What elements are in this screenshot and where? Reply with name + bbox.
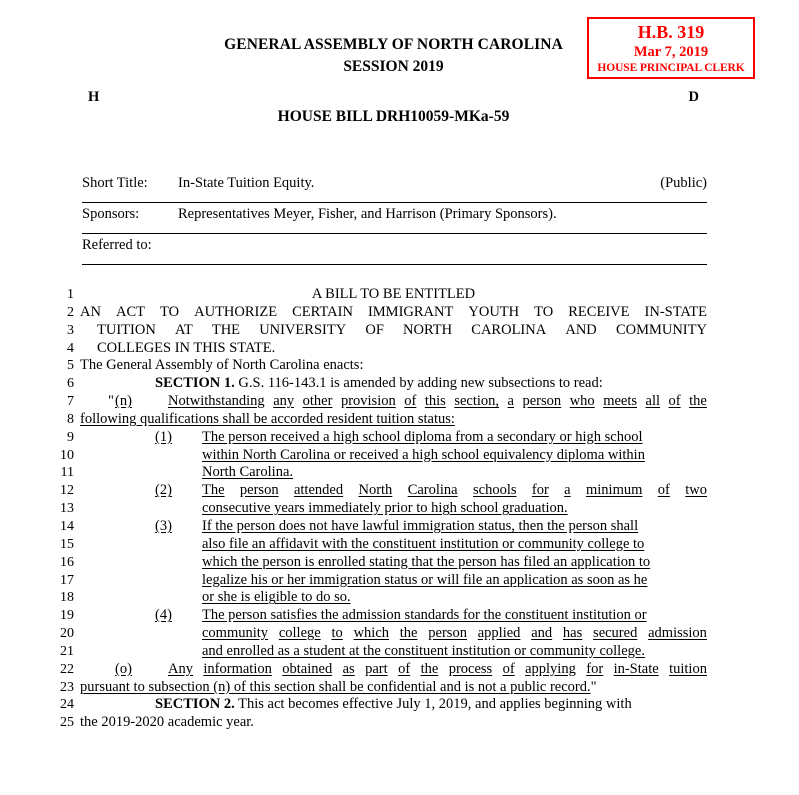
word: the (420, 660, 439, 677)
word: Any (168, 660, 193, 677)
bill-line (0, 322, 799, 340)
subsection-n-marker: (n) (115, 393, 132, 410)
word: of (668, 393, 681, 410)
word: tuition (669, 660, 707, 677)
word: of (502, 660, 515, 677)
line-number: 13 (60, 501, 74, 517)
subdivision-1-text: The person received a high school diploma from a secondary or high school (202, 428, 643, 445)
word: in-State (613, 660, 659, 677)
bill-line (0, 447, 799, 465)
word: minimum (585, 482, 643, 499)
word: has (562, 625, 583, 642)
word: OF (365, 321, 384, 338)
word: as (342, 660, 355, 677)
referred-to-label: Referred to: (82, 234, 178, 265)
subdivision-4-text: and enrolled as a student at the constituent institution or community college. (202, 642, 645, 659)
bill-line (0, 304, 799, 322)
public-tag: (Public) (637, 172, 707, 203)
subdivision-3-text: If the person does not have lawful immigration status, then the person shall (202, 517, 639, 534)
word: obtained (282, 660, 333, 677)
word: a (564, 482, 571, 499)
word: of (404, 393, 417, 410)
word: for (531, 482, 549, 499)
bill-line (0, 375, 799, 393)
subdivision-3-text: also file an affidavit with the constituent institution or community college to (202, 535, 645, 552)
subdivision-1-text: North Carolina. (202, 464, 294, 481)
bill-line (0, 482, 799, 500)
bill-title-line (97, 322, 707, 340)
word: person (239, 482, 279, 499)
bill-title-heading: A BILL TO BE ENTITLED (311, 286, 476, 302)
word: North (358, 482, 393, 499)
subdivision-3-text: legalize his or her immigration status or will file an application as soon as he (202, 571, 648, 588)
word: part (365, 660, 388, 677)
word: process (448, 660, 493, 677)
word: and (531, 625, 553, 642)
session-title: SESSION 2019 (343, 58, 444, 75)
word: AN (80, 303, 101, 320)
bill-line (0, 411, 799, 429)
bill-body (0, 286, 799, 732)
section-1-text: G.S. 116-143.1 is amended by adding new subsections to read: (234, 375, 603, 392)
word: for (586, 660, 604, 677)
word: UNIVERSITY (259, 321, 347, 338)
table-row-referred-to (82, 234, 707, 265)
line-number: 7 (67, 394, 74, 410)
line-number: 16 (60, 554, 74, 570)
bill-line (0, 518, 799, 536)
subdivision-3-text: or she is eligible to do so. (202, 589, 351, 606)
sponsors-value: Representatives Meyer, Fisher, and Harrison (Primary Sponsors). (178, 203, 707, 234)
word: YOUTH (468, 303, 520, 320)
word: any (273, 393, 295, 410)
bill-line (0, 554, 799, 572)
word: attended (293, 482, 344, 499)
word: AND (565, 321, 597, 338)
subdivision-2-text: consecutive years immediately prior to high school graduation. (202, 500, 568, 517)
word: CERTAIN (292, 303, 353, 320)
line-number: 10 (60, 447, 74, 463)
subsection-n-text (168, 393, 707, 411)
chamber-marker-house: H (88, 89, 100, 105)
word: college (278, 625, 321, 642)
line-number: 6 (67, 376, 74, 392)
subdivision-1-marker: (1) (155, 428, 172, 445)
bill-line (0, 286, 799, 304)
bill-line (0, 464, 799, 482)
table-row-short-title (82, 172, 707, 203)
stamp-clerk-label: HOUSE PRINCIPAL CLERK (597, 62, 745, 74)
word: COMMUNITY (615, 321, 707, 338)
word: NORTH (403, 321, 453, 338)
bill-line (0, 714, 799, 732)
word: person (428, 625, 467, 642)
enacting-clause: The General Assembly of North Carolina enacts: (80, 357, 364, 374)
word: who (569, 393, 595, 410)
table-row-sponsors (82, 203, 707, 234)
line-number: 9 (67, 429, 74, 445)
bill-designation: HOUSE BILL DRH10059-MKa-59 (277, 108, 510, 125)
word: community (202, 625, 269, 642)
subsection-o-text-underlined: pursuant to subsection (n) of this section shall be confidential and is not a public record. (80, 678, 591, 695)
stamp-date: Mar 7, 2019 (633, 44, 709, 60)
word: RECEIVE (568, 303, 630, 320)
bill-line (0, 679, 799, 697)
line-number: 11 (60, 465, 74, 481)
masthead (80, 34, 707, 78)
bill-title-line (80, 304, 707, 322)
subsection-o-marker: (o) (115, 660, 132, 677)
word: other (302, 393, 333, 410)
subdivision-4-marker: (4) (155, 607, 172, 624)
bill-line (0, 589, 799, 607)
word: admission (648, 625, 707, 642)
word: CAROLINA (471, 321, 547, 338)
bill-line (0, 340, 799, 358)
chamber-marker-d: D (688, 89, 699, 105)
word: TO (160, 303, 180, 320)
line-number: 2 (67, 304, 74, 320)
bill-line (0, 536, 799, 554)
line-number: 20 (60, 626, 74, 642)
line-number: 15 (60, 536, 74, 552)
line-number: 25 (60, 715, 74, 731)
section-2-heading (155, 696, 707, 714)
bill-line (0, 661, 799, 679)
sponsors-label: Sponsors: (82, 203, 178, 234)
assembly-title: GENERAL ASSEMBLY OF NORTH CAROLINA (224, 36, 563, 53)
bill-line (0, 500, 799, 518)
word: schools (473, 482, 517, 499)
word: The (202, 482, 225, 499)
short-title-value: In-State Tuition Equity. (178, 172, 637, 203)
word: IN-STATE (644, 303, 707, 320)
line-number: 23 (60, 679, 74, 695)
section-1-heading (155, 375, 707, 393)
referred-to-value (178, 234, 707, 265)
word: secured (593, 625, 638, 642)
line-number: 22 (60, 661, 74, 677)
subsection-n-text: following qualifications shall be accorded resident tuition status: (80, 410, 455, 427)
word: ACT (115, 303, 145, 320)
word: to (331, 625, 343, 642)
word: of (657, 482, 670, 499)
line-number: 21 (60, 643, 74, 659)
word: two (685, 482, 707, 499)
word: of (398, 660, 411, 677)
line-number: 8 (67, 411, 74, 427)
word: which (353, 625, 389, 642)
bill-line (0, 572, 799, 590)
subsection-o-text (80, 679, 707, 697)
word: the (399, 625, 418, 642)
word: a (507, 393, 514, 410)
subsection-o-text (168, 661, 707, 679)
bill-line (0, 393, 799, 411)
bill-line (0, 696, 799, 714)
word: this (424, 393, 446, 410)
word: applied (477, 625, 521, 642)
word: IMMIGRANT (367, 303, 454, 320)
word: TUITION (97, 321, 156, 338)
bill-title-line: COLLEGES IN THIS STATE. (97, 339, 276, 356)
section-1-label: SECTION 1. (155, 375, 235, 392)
word: applying (525, 660, 576, 677)
bill-line (0, 643, 799, 661)
bill-line (0, 429, 799, 447)
word: Carolina (407, 482, 458, 499)
word: AT (174, 321, 193, 338)
bill-metadata-table (82, 172, 707, 265)
close-quote-mark: " (590, 678, 597, 695)
line-number: 24 (60, 697, 74, 713)
section-2-label: SECTION 2. (155, 696, 235, 713)
line-number: 18 (60, 590, 74, 606)
word: the (689, 393, 707, 410)
line-number: 19 (60, 608, 74, 624)
chamber-markers (80, 88, 707, 106)
word: person (522, 393, 562, 410)
line-number: 14 (60, 518, 74, 534)
word: AUTHORIZE (194, 303, 278, 320)
bill-line (0, 357, 799, 375)
short-title-label: Short Title: (82, 172, 178, 203)
line-number: 1 (67, 287, 74, 302)
subdivision-3-text: which the person is enrolled stating that the person has filed an application to (202, 553, 651, 570)
subdivision-4-text (202, 625, 707, 643)
bill-line (0, 625, 799, 643)
line-number: 5 (67, 358, 74, 374)
subdivision-3-marker: (3) (155, 517, 172, 534)
line-number: 12 (60, 483, 74, 499)
word: THE (211, 321, 241, 338)
section-2-text: This act becomes effective July 1, 2019, and applies beginning with (234, 696, 632, 713)
line-number: 4 (67, 340, 74, 356)
word: all (645, 393, 661, 410)
line-number: 3 (67, 322, 74, 338)
word: information (203, 660, 272, 677)
subdivision-1-text: within North Carolina or received a high school equivalency diploma within (202, 446, 645, 463)
section-2-text: the 2019-2020 academic year. (80, 714, 254, 731)
word: Notwithstanding (168, 393, 265, 410)
word: section, (454, 393, 500, 410)
subdivision-2-marker: (2) (155, 482, 172, 499)
word: meets (603, 393, 638, 410)
line-number: 17 (60, 572, 74, 588)
word: TO (534, 303, 554, 320)
bill-line (0, 607, 799, 625)
open-quote-mark: " (108, 393, 114, 410)
subdivision-2-text (202, 482, 707, 500)
stamp-bill-number: H.B. 319 (637, 22, 705, 42)
word: provision (340, 393, 396, 410)
subdivision-4-text: The person satisfies the admission standards for the constituent institution or (202, 607, 647, 624)
